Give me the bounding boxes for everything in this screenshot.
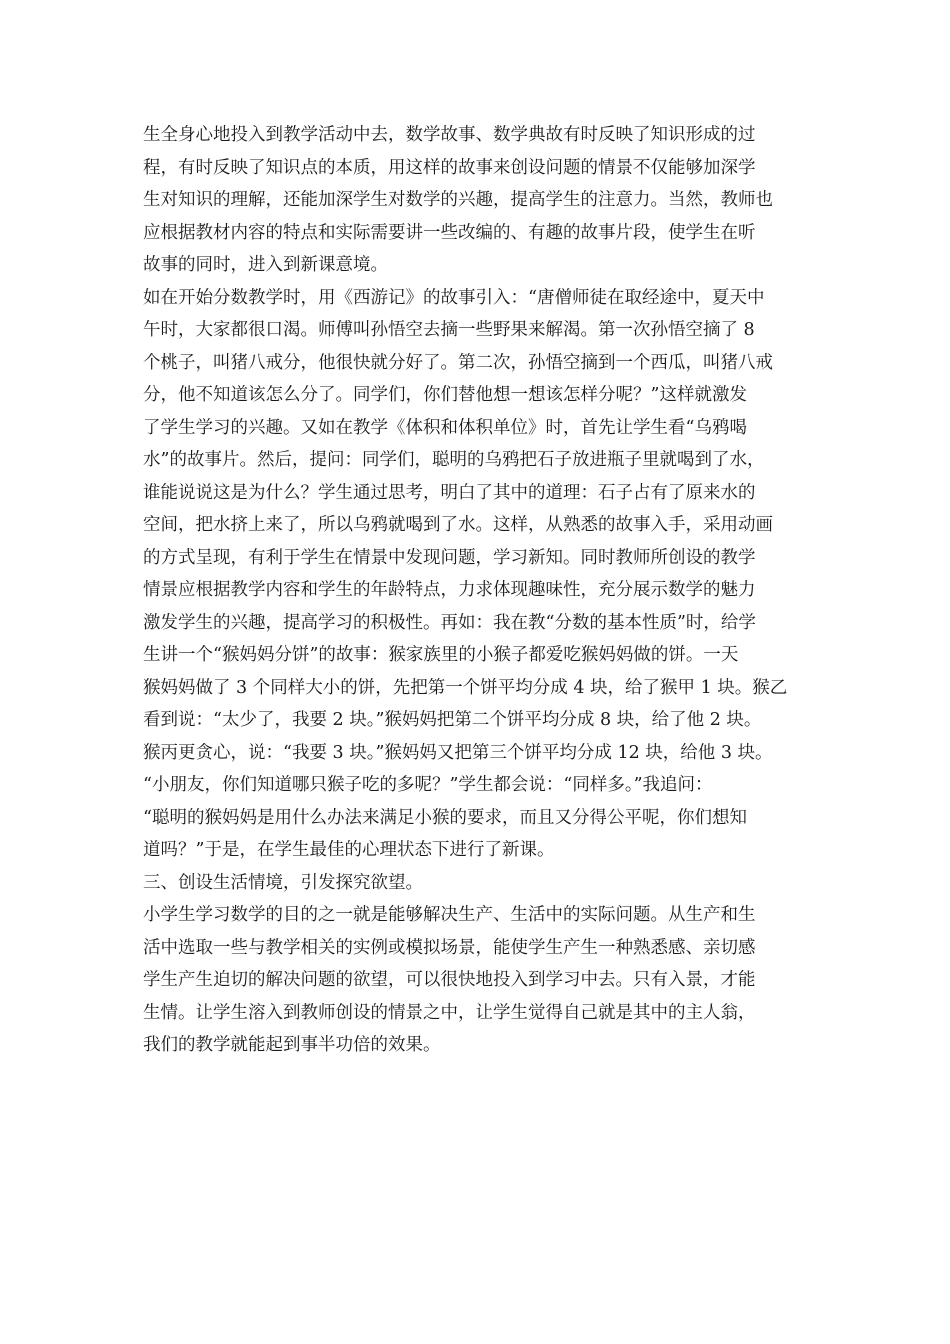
text-line: 情景应根据教学内容和学生的年龄特点，力求体现趣味性，充分展示数学的魅力 <box>143 580 756 600</box>
text-line: “小朋友，你们知道哪只猴子吃的多呢？”学生都会说：“同样多。”我追问： <box>143 775 713 795</box>
text-line: 生全身心地投入到教学活动中去，数学故事、数学典故有时反映了知识形成的过 <box>143 125 756 145</box>
text-line: 生讲一个“猴妈妈分饼”的故事：猴家族里的小猴子都爱吃猴妈妈做的饼。一天 <box>143 645 739 665</box>
text-line: 了学生学习的兴趣。又如在教学《体积和体积单位》时，首先让学生看“乌鸦喝 <box>143 417 747 438</box>
text-line: 应根据教材内容的特点和实际需要讲一些改编的、有趣的故事片段，使学生在听 <box>143 222 756 243</box>
text-line: 学生产生迫切的解决问题的欲望，可以很快地投入到学习中去。只有入景，才能 <box>143 970 756 990</box>
text-line: 生情。让学生溶入到教师创设的情景之中，让学生觉得自己就是其中的主人翁， <box>143 1002 756 1023</box>
text-line: 水”的故事片。然后，提问：同学们，聪明的乌鸦把石子放进瓶子里就喝到了水， <box>143 450 765 470</box>
text-line: 空间，把水挤上来了，所以乌鸦就喝到了水。这样，从熟悉的故事入手，采用动画 <box>143 515 773 535</box>
text-line: 分，他不知道该怎么分了。同学们，你们替他想一想该怎样分呢？”这样就激发 <box>143 385 747 405</box>
text-line: 程，有时反映了知识点的本质，用这样的故事来创设问题的情景不仅能够加深学 <box>143 157 756 178</box>
text-line: 激发学生的兴趣，提高学习的积极性。再如：我在教“分数的基本性质”时，给学 <box>143 612 756 633</box>
text-line: 午时，大家都很口渴。师傅叫孙悟空去摘一些野果来解渴。第一次孙悟空摘了 8 <box>143 320 755 340</box>
text-line: 我们的教学就能起到事半功倍的效果。 <box>143 1035 441 1055</box>
text-line: 如在开始分数教学时，用《西游记》的故事引入：“唐僧师徒在取经途中，夏天中 <box>143 287 765 308</box>
text-line: 活中选取一些与教学相关的实例或模拟场景，能使学生产生一种熟悉感、亲切感 <box>143 937 756 958</box>
text-line: 道吗？”于是，在学生最佳的心理状态下进行了新课。 <box>143 840 555 860</box>
section-heading: 三、创设生活情境，引发探究欲望。 <box>143 872 423 893</box>
text-line: 生对知识的理解，还能加深学生对数学的兴趣，提高学生的注意力。当然，教师也 <box>143 190 773 210</box>
text-line: 猴丙更贪心，说：“我要 3 块。”猴妈妈又把第三个饼平均分成 12 块，给他 3 块。 <box>143 742 773 763</box>
text-line: “聪明的猴妈妈是用什么办法来满足小猴的要求，而且又分得公平呢，你们想知 <box>143 807 747 828</box>
text-line: 谁能说说这是为什么？学生通过思考，明白了其中的道理：石子占有了原来水的 <box>143 482 756 503</box>
text-line: 猴妈妈做了 3 个同样大小的饼，先把第一个饼平均分成 4 块，给了猴甲 1 块。猴乙 <box>143 677 788 698</box>
text-line: 看到说：“太少了，我要 2 块。”猴妈妈把第二个饼平均分成 8 块，给了他 2 块。 <box>143 710 762 730</box>
body-text <box>143 119 823 1062</box>
text-line: 的方式呈现，有利于学生在情景中发现问题，学习新知。同时教师所创设的教学 <box>143 547 756 568</box>
text-line: 小学生学习数学的目的之一就是能够解决生产、生活中的实际问题。从生产和生 <box>143 905 756 925</box>
text-line: 故事的同时，进入到新课意境。 <box>143 255 388 275</box>
text-line: 个桃子，叫猪八戒分，他很快就分好了。第二次，孙悟空摘到一个西瓜，叫猪八戒 <box>143 352 773 373</box>
